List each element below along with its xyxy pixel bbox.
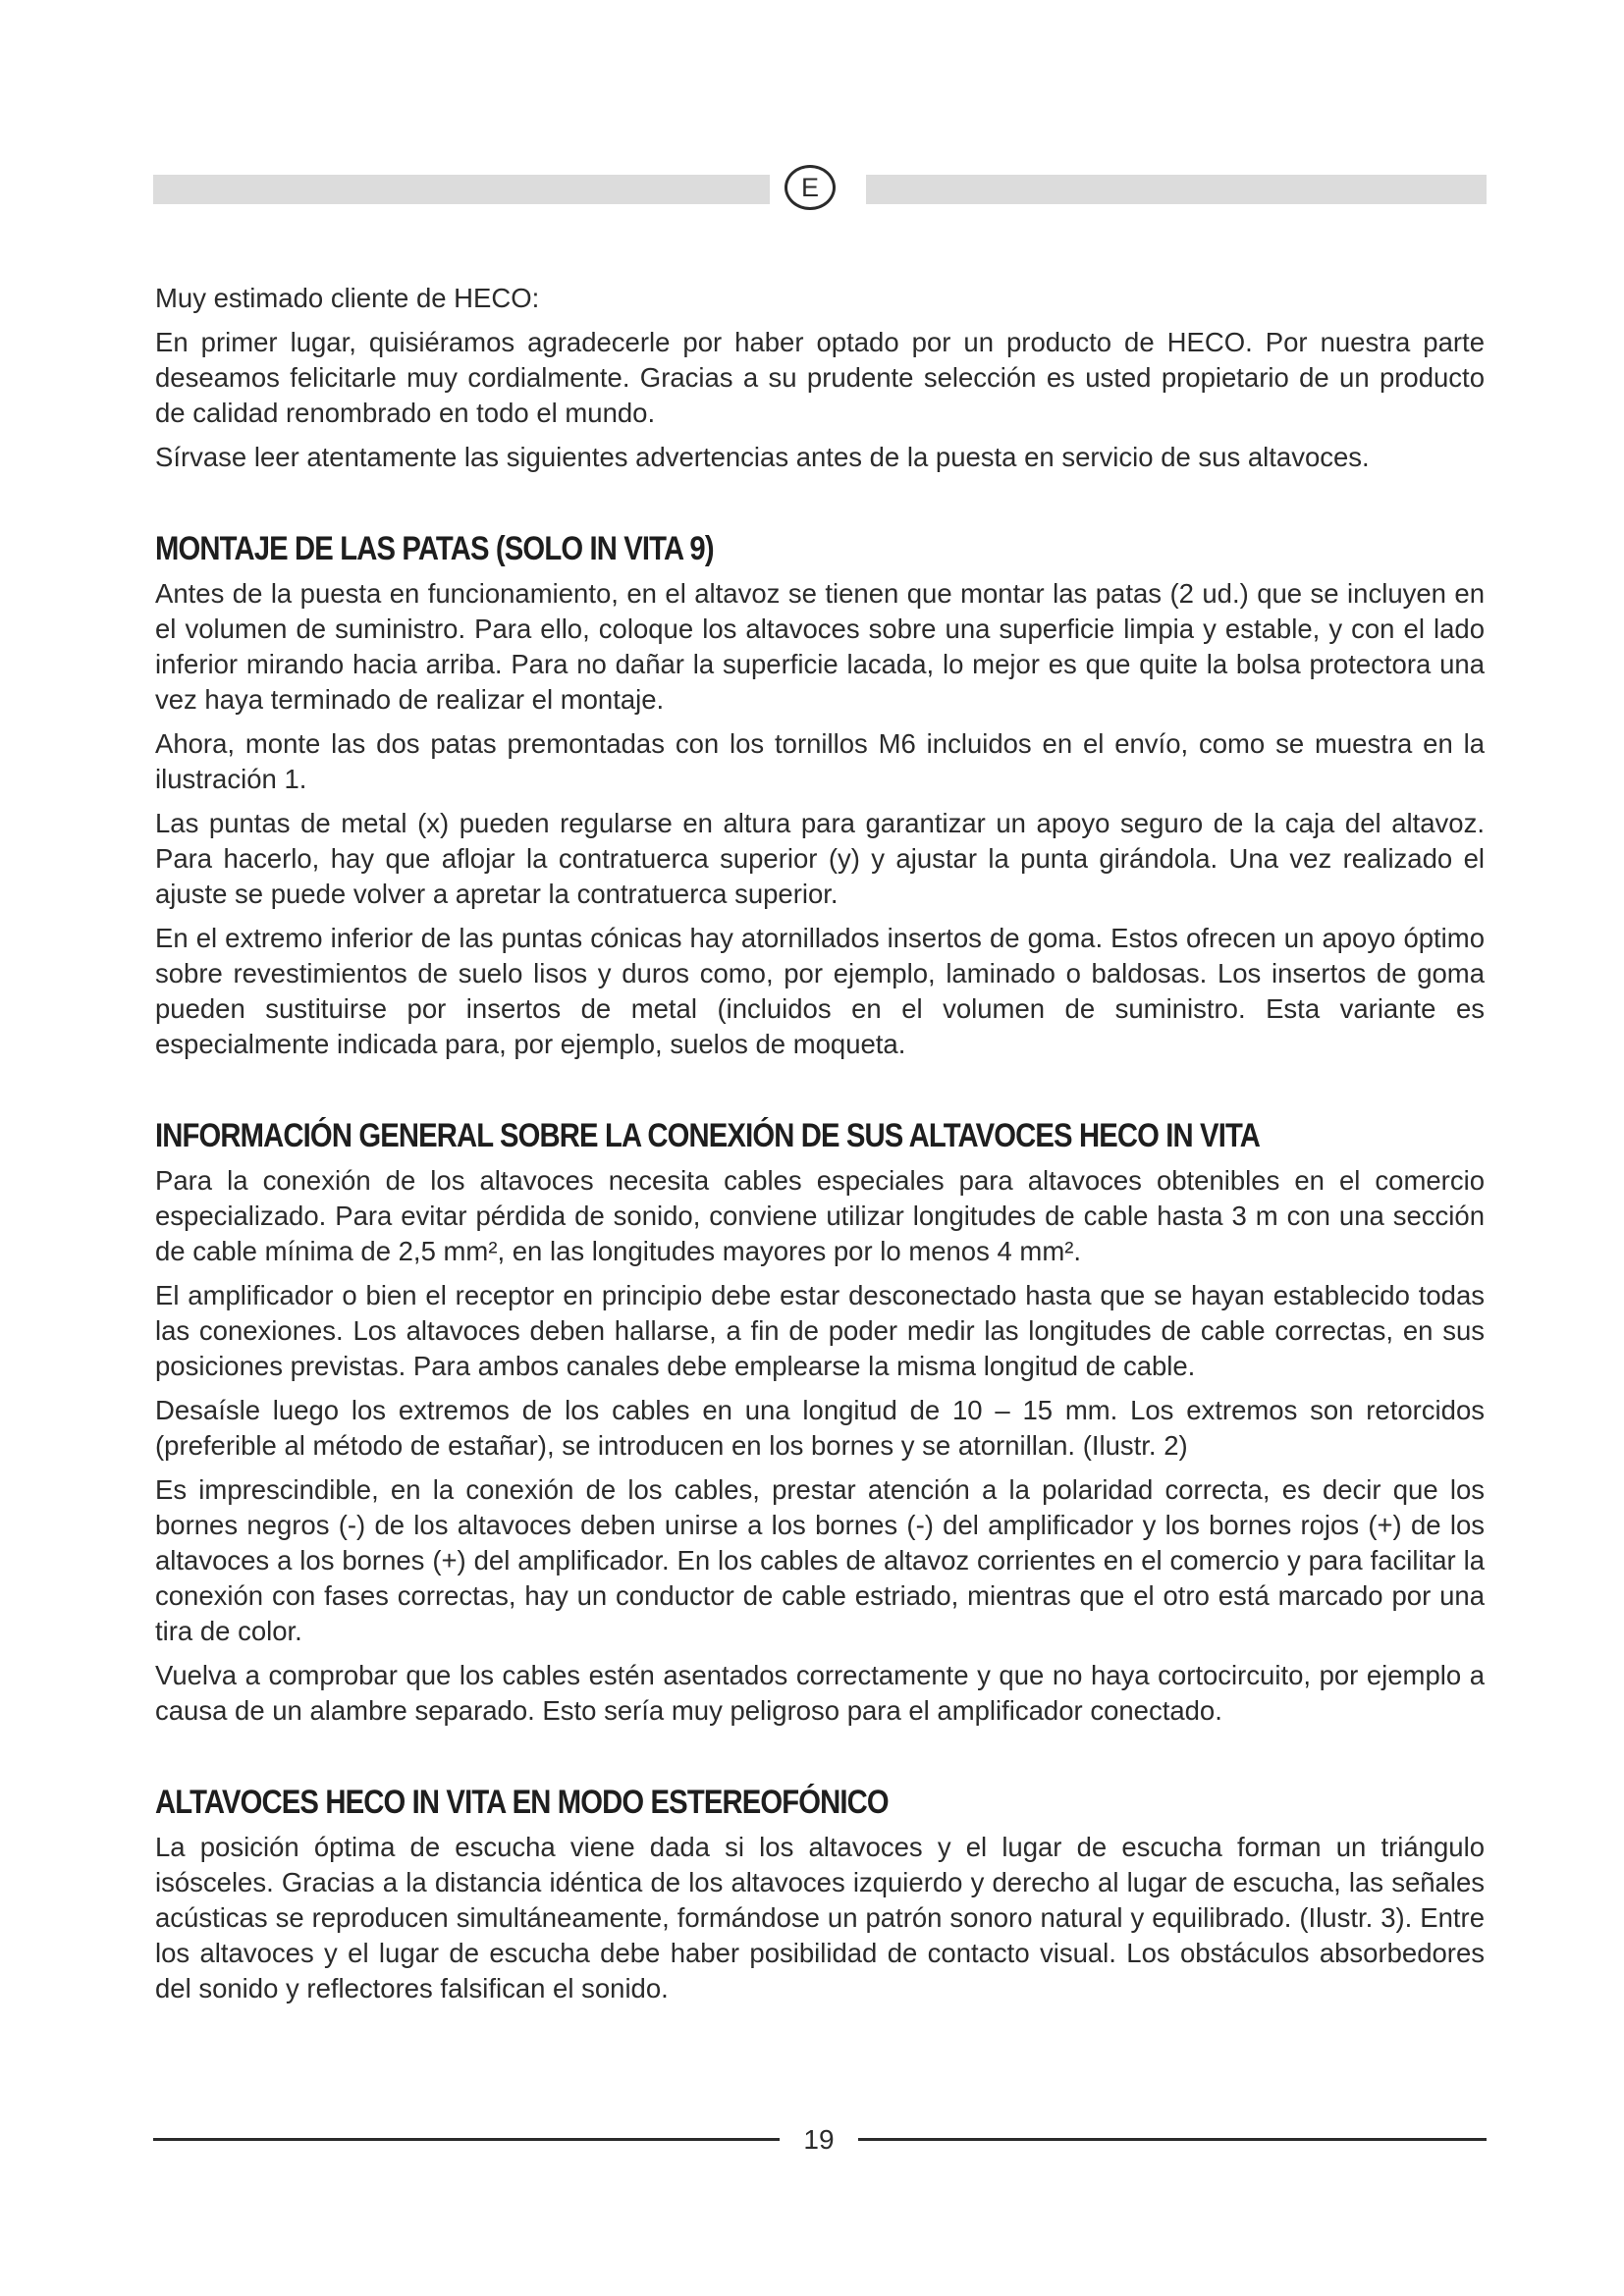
- section-paragraph: La posición óptima de escucha viene dada si los altavoces y el lugar de escucha forman un triángulo isósceles. Gracias a la distancia idéntica de los altavoces izquierdo y derecho al lugar de escucha, las señales acústicas se reproducen simultáneamente, formándose un patrón sonoro natural y equilibrado. (Ilustr. 3). Entre los altavoces y el lugar de escucha debe haber posibilidad de contacto visual. Los obstáculos absorbedores del sonido y reflectores falsifican el sonido.: [155, 1832, 1485, 2003]
- page-footer: [153, 2120, 1487, 2160]
- footer-rule-right: [858, 2138, 1487, 2141]
- section-paragraph: Antes de la puesta en funcionamiento, en el altavoz se tienen que montar las patas (2 ud.) que se incluyen en el volumen de suministro. Para ello, coloque los altavoces sobre una superficie limpia y estable, y con el lado inferior mirando hacia arriba. Para no dañar la superficie lacada, lo mejor es que quite la bolsa protectora una vez haya terminado de realizar el montaje.: [155, 578, 1485, 715]
- section-title-stereo: ALTAVOCES HECO IN VITA EN MODO ESTEREOFÓNICO: [155, 1784, 889, 1821]
- language-header: [153, 165, 1487, 212]
- section-paragraph: Es imprescindible, en la conexión de los cables, prestar atención a la polaridad correcta, es decir que los bornes negros (-) de los altavoces deben unirse a los bornes (-) del amplificador y los bornes rojos (+) de los altavoces a los bornes (+) del amplificador. En los cables de altavoz corrientes en el comercio y para facilitar la conexión con fases correctas, hay un conductor de cable estriado, mientras que el otro está marcado por una tira de color.: [155, 1474, 1485, 1646]
- salutation: Muy estimado cliente de HECO:: [155, 283, 540, 313]
- footer-rule-left: [153, 2138, 780, 2141]
- intro-paragraph: Sírvase leer atentamente las siguientes advertencias antes de la puesta en servicio de sus altavoces.: [155, 442, 1370, 472]
- section-title-connection: INFORMACIÓN GENERAL SOBRE LA CONEXIÓN DE SUS ALTAVOCES HECO IN VITA: [155, 1117, 1261, 1154]
- section-paragraph: Vuelva a comprobar que los cables estén asentados correctamente y que no haya cortocircuito, por ejemplo a causa de un alambre separado. Esto sería muy peligroso para el amplificador conectado.: [155, 1660, 1485, 1726]
- section-paragraph: El amplificador o bien el receptor en principio debe estar desconectado hasta que se hayan establecido todas las conexiones. Los altavoces deben hallarse, a fin de poder medir las longitudes de cable correctas, en sus posiciones previstas. Para ambos canales debe emplearse la misma longitud de cable.: [155, 1280, 1485, 1381]
- intro-paragraph: En primer lugar, quisiéramos agradecerle por haber optado por un producto de HECO. Por nuestra parte deseamos felicitarle muy cordialmente. Gracias a su prudente selección es usted propietario de un producto de calidad renombrado en todo el mundo.: [155, 327, 1485, 428]
- header-bar-left: [153, 175, 770, 204]
- page-number: 19: [803, 2124, 835, 2155]
- section-paragraph: Las puntas de metal (x) pueden regularse en altura para garantizar un apoyo seguro de la caja del altavoz. Para hacerlo, hay que aflojar la contratuerca superior (y) y ajustar la punta girándola. Una vez realizado el ajuste se puede volver a apretar la contratuerca superior.: [155, 808, 1485, 909]
- section-paragraph: Para la conexión de los altavoces necesita cables especiales para altavoces obtenibles en el comercio especializado. Para evitar pérdida de sonido, conviene utilizar longitudes de cable hasta 3 m con una sección de cable mínima de 2,5 mm², en las longitudes mayores por lo menos 4 mm².: [155, 1165, 1485, 1266]
- section-paragraph: En el extremo inferior de las puntas cónicas hay atornillados insertos de goma. Estos ofrecen un apoyo óptimo sobre revestimientos de suelo lisos y duros como, por ejemplo, laminado o baldosas. Los insertos de goma pueden sustituirse por insertos de metal (incluidos en el volumen de suministro. Esta variante es especialmente indicada para, por ejemplo, suelos de moqueta.: [155, 923, 1485, 1059]
- header-bar-right: [866, 175, 1487, 204]
- section-paragraph: Ahora, monte las dos patas premontadas con los tornillos M6 incluidos en el envío, como se muestra en la ilustración 1.: [155, 728, 1485, 794]
- page-content: [155, 281, 1485, 2015]
- section-title-feet-mounting: MONTAJE DE LAS PATAS (SOLO IN VITA 9): [155, 530, 714, 567]
- language-badge: E: [785, 165, 836, 210]
- section-paragraph: Desaísle luego los extremos de los cables en una longitud de 10 – 15 mm. Los extremos son retorcidos (preferible al método de estañar), se introducen en los bornes y se atornillan. (Ilustr. 2): [155, 1395, 1485, 1461]
